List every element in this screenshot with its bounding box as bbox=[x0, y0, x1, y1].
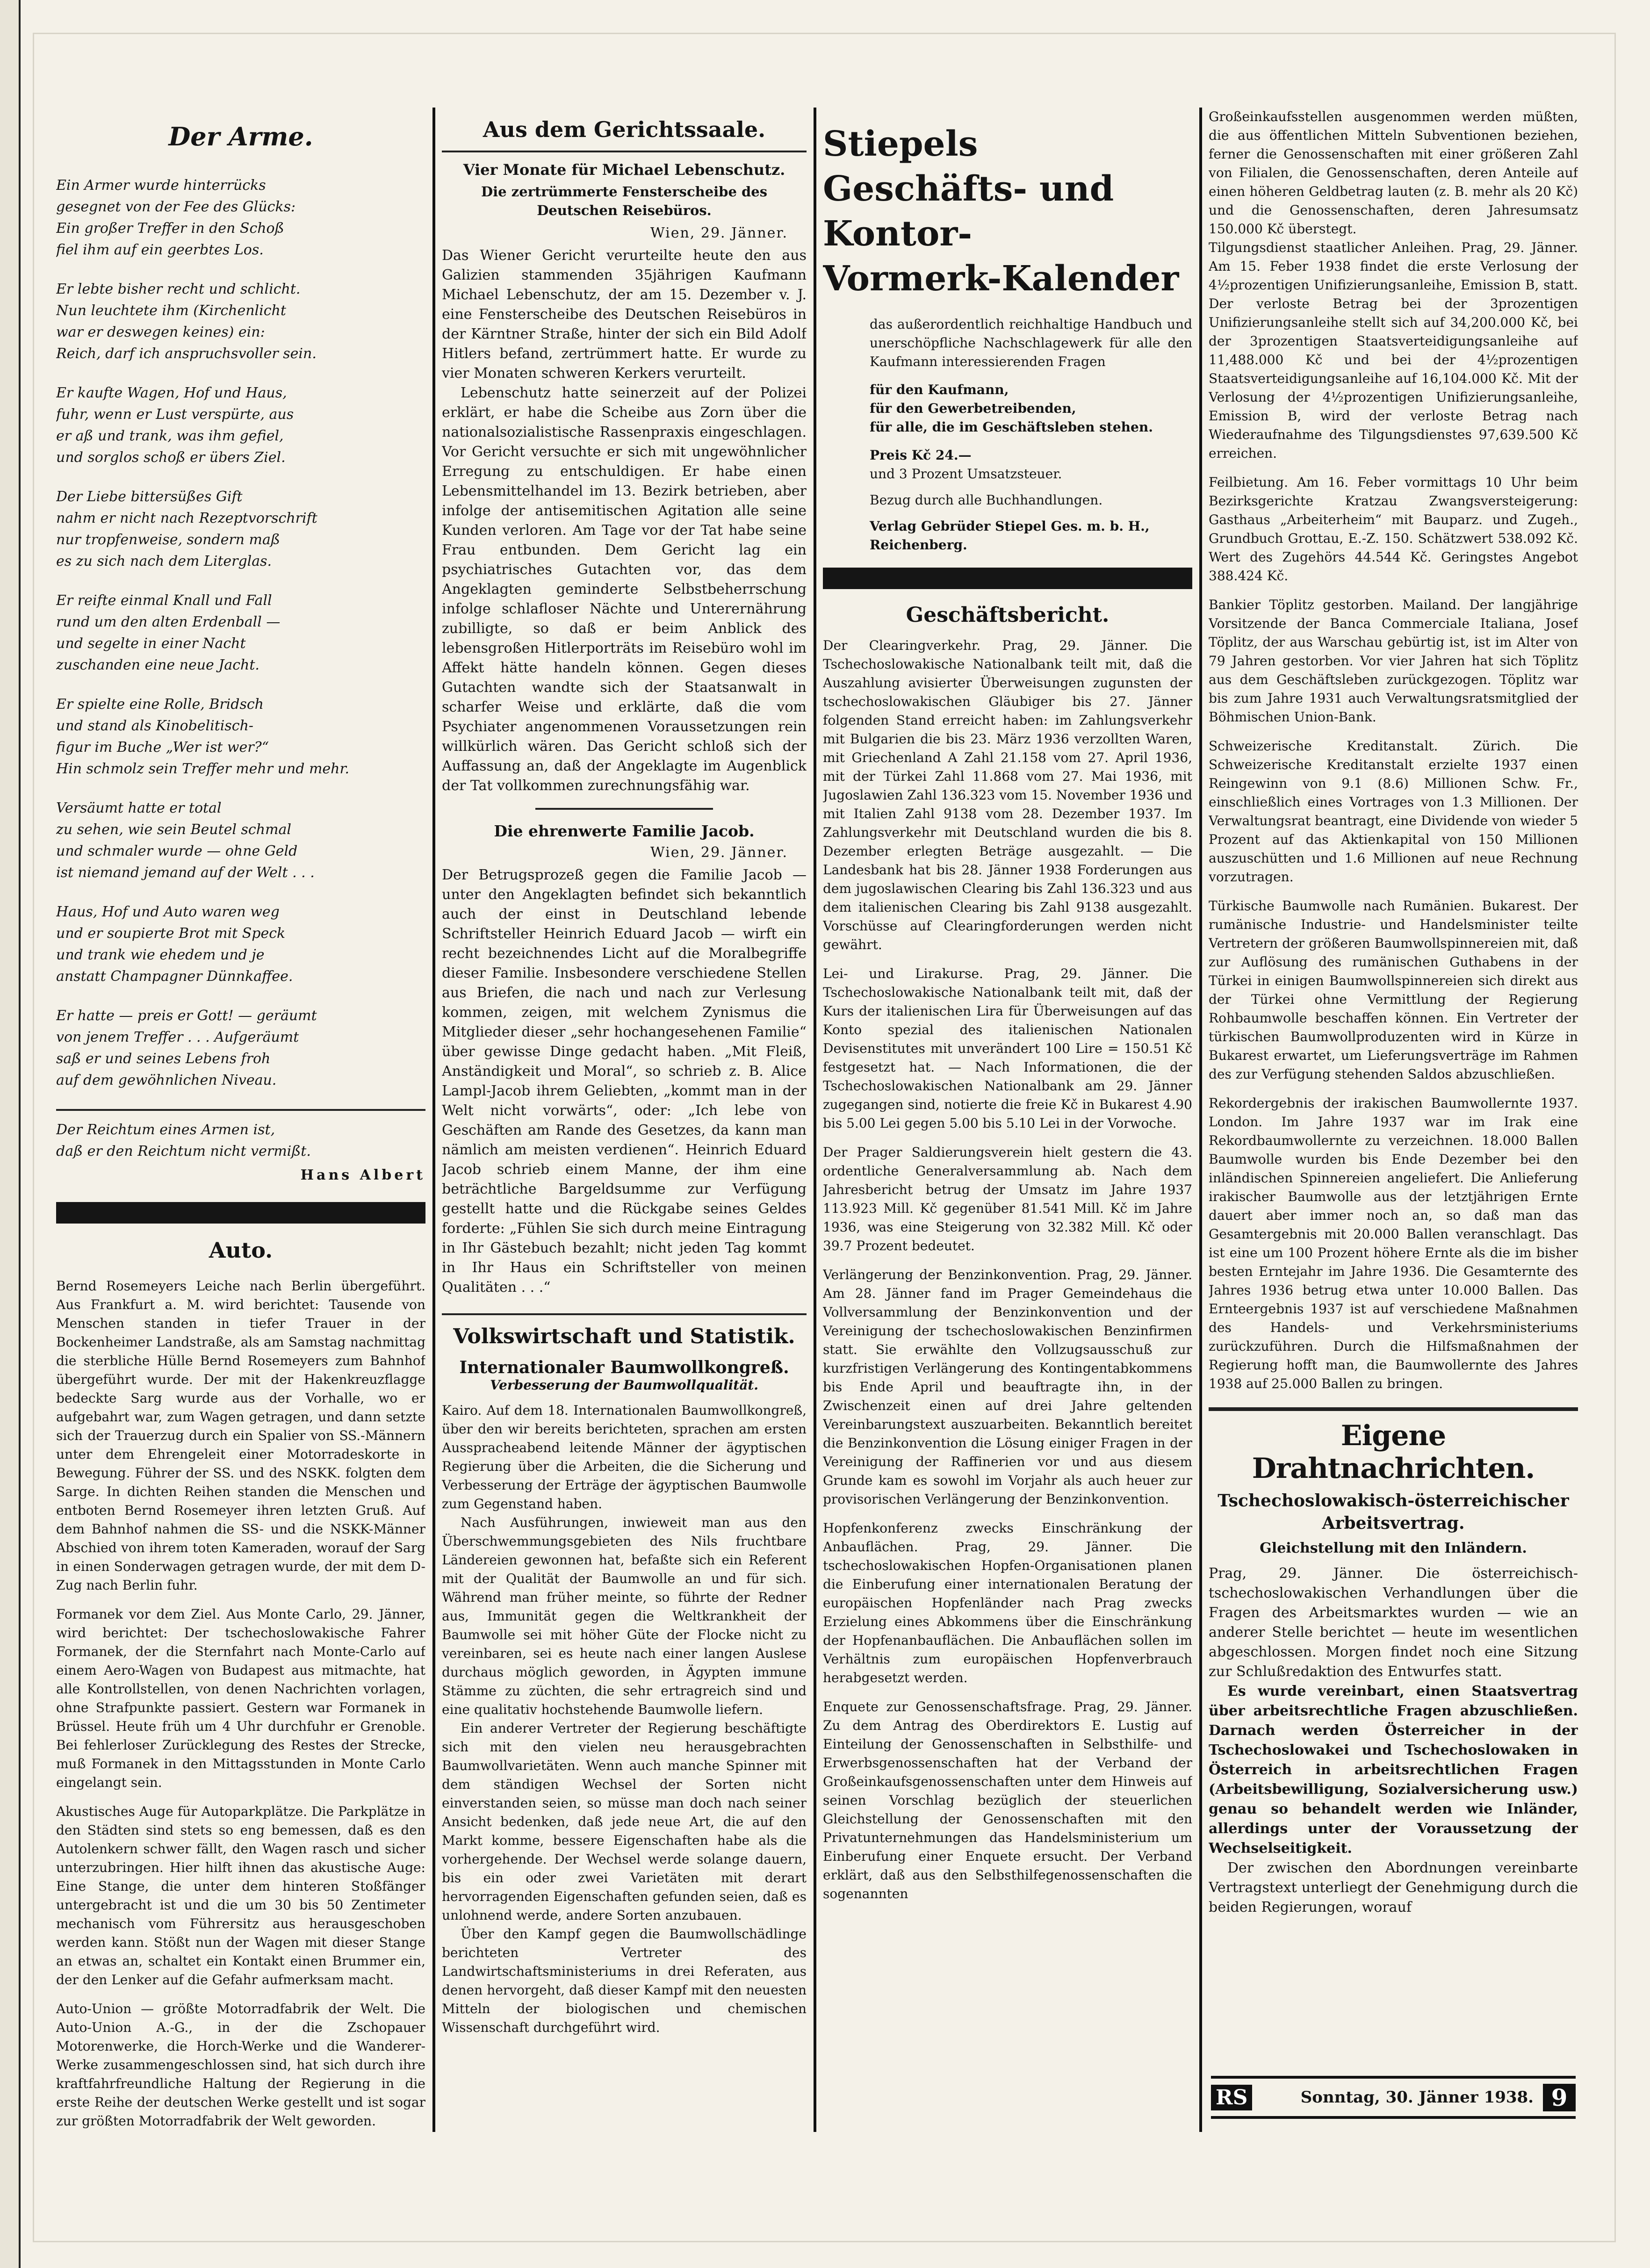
business-news-item: Hopfenkonferenz zwecks Einschränkung der Anbauflächen. Prag, 29. Jänner. Die tschechoslowakischen Hopfen-Organisationen planen die Einberufung einer internationalen Beratung der europäischen Hopfenländer nach Prag zwecks Erzielung eines Abkommens über die Einschränkung der Hopfenanbauflächen. Die Anbauflächen sollen im Verhältnis zum europäischen Hopfenverbrauch herabgesetzt werden. bbox=[823, 1520, 1192, 1685]
business-news-item: Tilgungsdienst staatlicher Anleihen. Prag, 29. Jänner. Am 15. Feber 1938 findet die erste Verlosung der 4½prozentigen Unifizierungsanleihe, Emission B, statt. Der verloste Betrag bei der 3prozentigen Unifizierungsanleihe stellt sich auf 34,200.000 Kč, bei der 3prozentigen Staatsverteidigungsanleihe auf 11,488.000 Kč und bei der 4½prozentigen Staatsverteidigungsanleihe auf 16,104.000 Kč. Mit der Verlosung der 4½prozentigen Unifizierungsanleihe, Emission B, wird der verloste Betrag nach Wiederaufnahme des Tilgungsdienstes 97,639.500 Kč erreichen. bbox=[1209, 240, 1578, 461]
poem-line: Reich, darf ich anspruchsvoller sein. bbox=[56, 346, 317, 362]
poem-stanza bbox=[56, 694, 425, 780]
poem-line: und stand als Kinobelitisch- bbox=[56, 718, 254, 734]
poem-line: Er spielte eine Rolle, Bridsch bbox=[56, 696, 264, 713]
poem-stanza bbox=[56, 901, 425, 987]
ad-text: für alle, die im Geschäftsleben stehen. bbox=[870, 419, 1153, 435]
poem-stanza bbox=[56, 798, 425, 884]
section-bar bbox=[823, 568, 1192, 589]
poem-line: Ein Armer wurde hinterrücks bbox=[56, 177, 266, 194]
poem-line: Er reifte einmal Knall und Fall bbox=[56, 592, 272, 609]
poem-line: Ein großer Treffer in den Schoß bbox=[56, 220, 284, 237]
poem-line: figur im Buche „Wer ist wer?“ bbox=[56, 739, 269, 756]
court-story2-dateline: Wien, 29. Jänner. bbox=[650, 844, 788, 861]
ad-text: für den Kaufmann, bbox=[870, 382, 1009, 397]
wire-paragraph: Der zwischen den Abordnungen vereinbarte Vertragstext unterliegt der Genehmigung durch die beiden Regierungen, worauf bbox=[1209, 1860, 1578, 1915]
business-news-item: Rekordergebnis der irakischen Baumwollernte 1937. London. Im Jahre 1937 war im Irak eine Rekordbaumwollernte zu verzeichnen. 18.000 Ballen Baumwolle wurden bis Ende Dezember bei den inländischen Spinnereien angeliefert. Die Anlieferung irakischer Baumwolle aus der letztjährigen Ernte dauert aber immer noch an, so daß man das Gesamtergebnis mit 20.000 Ballen veranschlagt. Das ist eine um 100 Prozent höhere Ernte als die im bisher besten Erntejahr im Jahre 1936. Die Gesamternte des Jahres 1936 betrug etwa unter 10.000 Ballen. Das Ernteergebnis 1937 ist auf verschiedene Maßnahmen des Handels- und Verkehrsministeriums zurückzuführen. Durch die Hilfsmaßnahmen der Regierung hofft man, die Baumwollernte des Jahres 1938 auf 25.000 Ballen zu bringen. bbox=[1209, 1095, 1578, 1391]
economy-headline: Internationaler Baumwollkongreß. bbox=[459, 1358, 789, 1377]
advertisement bbox=[823, 108, 1192, 559]
poem-line: gesegnet von der Fee des Glücks: bbox=[56, 199, 296, 215]
story-rule bbox=[535, 808, 713, 810]
economy-title: Volkswirtschaft und Statistik. bbox=[453, 1325, 795, 1348]
column-rule bbox=[432, 108, 435, 2132]
auto-title: Auto. bbox=[209, 1238, 273, 1263]
ad-text: und 3 Prozent Umsatzsteuer. bbox=[870, 466, 1062, 482]
court-story1-dateline: Wien, 29. Jänner. bbox=[650, 225, 788, 241]
poem-rule bbox=[56, 1109, 425, 1111]
poem-line: zu sehen, wie sein Beutel schmal bbox=[56, 821, 291, 838]
poem-line: und schmaler wurde — ohne Geld bbox=[56, 843, 298, 859]
masthead-logo: RS bbox=[1211, 2085, 1252, 2110]
poem-line: Er hatte — preis er Gott! — geräumt bbox=[56, 1008, 317, 1024]
ad-text: Bezug durch alle Buchhandlungen. bbox=[870, 492, 1103, 508]
poem-line: nahm er nicht nach Rezeptvorschrift bbox=[56, 510, 317, 526]
business-news-item: Verlängerung der Benzinkonvention. Prag, 29. Jänner. Am 28. Jänner fand im Prager Gemeindehaus die Vollversammlung der Benzinkonvention und der Vereinigung der tschechoslowakischen Benzinfirmen statt. Sie erwählte den Vollzugsausschuß zur kurzfristigen Verlängerung des Kontingentabkommens bis Ende April und beauftragte ihn, in der Zwischenzeit einen auf drei Jahre geltenden Vereinbarungstext auszuarbeiten. Bekanntlich bereitet die Benzinkonvention die Lösung einiger Fragen in der Vereinigung der Raffinerien vor und aus diesem Grunde kam es sowohl im Vorjahr als auch heuer zur provisorischen Verlängerung der Benzinkonvention. bbox=[823, 1267, 1192, 1507]
business-news-item: Türkische Baumwolle nach Rumänien. Bukarest. Der rumänische Industrie- und Handelsminister teilte Vertretern der größeren Baumwollspinnereien mit, daß zur Auflösung des rumänischen Guthabens in der Türkei in einigen Baumwollspinnereien sich direkt aus der Türkei ohne Vermittlung der Regierung Rohbaumwolle beschaffen können. Ein Vertreter der türkischen Baumwollproduzenten wird in Kürze in Bukarest erwartet, um Lieferungsverträge im Rahmen des zur Verfügung stehenden Saldos abzuschließen. bbox=[1209, 898, 1578, 1082]
poem-author: Hans Albert bbox=[300, 1167, 425, 1183]
poem-line: Versäumt hatte er total bbox=[56, 800, 222, 816]
ad-title bbox=[823, 122, 1192, 301]
poem-line: Haus, Hof und Auto waren weg bbox=[56, 904, 280, 920]
auto-news-item: Bernd Rosemeyers Leiche nach Berlin übergeführt. Aus Frankfurt a. M. wird berichtet: Tausende von Menschen standen in tiefer Trauer in der Bockenheimer Landstraße, als am Samstag nachmittag die sterbliche Hülle Bernd Rosemeyers zum Bahnhof übergeführt wurde. Der mit der Hakenkreuzflagge bedeckte Sarg wurde aus der Vorhalle, wo er aufgebahrt war, zum Wagen getragen, und dann setzte sich der Trauerzug durch ein Spalier von SS.-Männern unter dem Ehrengeleit einer Motorradeskorte in Bewegung. Führer der SS. und des NSKK. folgten dem Sarge. In dichten Reihen standen die Menschen und entboten Bernd Rosemeyer ihren letzten Gruß. Auf dem Bahnhof nahmen die SS- und die NSKK-Männer Abschied von ihrem toten Kameraden, worauf der Sarg in einen Sonderwagen getragen wurde, der mit dem D-Zug nach Berlin fuhr. bbox=[56, 1278, 425, 1593]
ad-title-line: Geschäfts- und Kontor- bbox=[823, 169, 1114, 254]
court-story1-headline: Vier Monate für Michael Lebenschutz. bbox=[463, 161, 785, 179]
section-rule bbox=[442, 1313, 807, 1315]
section-bar bbox=[56, 1202, 425, 1224]
poem-stanza bbox=[56, 1005, 425, 1091]
ad-title-line: Vormerk-Kalender bbox=[823, 259, 1179, 299]
column-4 bbox=[1209, 108, 1578, 2071]
column-rule bbox=[1199, 108, 1202, 2132]
ad-text: für den Gewerbetreibenden, bbox=[870, 401, 1076, 416]
page-footer bbox=[1211, 2076, 1576, 2119]
poem-line: und er soupierte Brot mit Speck bbox=[56, 925, 286, 942]
poem-closing bbox=[56, 1119, 425, 1162]
ad-body bbox=[870, 315, 1192, 554]
court-rule bbox=[442, 151, 807, 152]
poem-line: nur tropfenweise, sondern maß bbox=[56, 532, 280, 548]
business-news-item: Der Prager Saldierungsverein hielt gestern die 43. ordentliche Generalversammlung ab. Nach dem Jahresbericht betrug der Umsatz im Jahre 1937 113.923 Mill. Kč gegenüber 81.541 Mill. Kč im Jahre 1936, was eine Steigerung von 32.382 Mill. Kč oder 39.7 Prozent bedeutet. bbox=[823, 1145, 1192, 1253]
economy-paragraph: Ein anderer Vertreter der Regierung beschäftigte sich mit den vielen neu herausgebrachten Baumwollvarietäten. Wenn auch manche Spinner mit dem ständigen Wechsel der Sorten nicht einverstanden seien, so müsse man doch nach seiner Ansicht bedenken, daß jede neue Art, die auf den Markt komme, bessere Eigenschaften habe als die vorhergehende. Der Wechsel werde solange dauern, bis ein oder zwei Varietäten mit derart hervorragenden Eigenschaften gefunden seien, daß es unlohnend werde, andere Sorten anzubauen. bbox=[442, 1721, 807, 1923]
poem-stanza bbox=[56, 175, 425, 261]
economy-paragraph: Kairo. Auf dem 18. Internationalen Baumwollkongreß, über den wir bereits berichteten, sprachen am ersten Ausspracheabend leitende Männer der ägyptischen Regierung über die Arbeiten, die die Sicherung und Verbesserung der Erträge der ägyptischen Baumwolle zum Gegenstand haben. bbox=[442, 1403, 807, 1512]
poem-line: und trank wie ehedem und je bbox=[56, 947, 265, 963]
poem-line: war er deswegen keines) ein: bbox=[56, 324, 265, 340]
auto-news-item: Akustisches Auge für Autoparkplätze. Die Parkplätze in den Städten sind stets so eng bemessen, daß es den Autolenkern schwer fällt, den Wagen rasch und sicher unterzubringen. Hier hilft ihnen das akustische Auge: Eine Stange, die unter dem hinteren Stoßfänger untergebracht ist und die um 30 bis 50 Zentimeter mechanisch vom Führersitz aus herausgeschoben werden kann. Stößt nun der Wagen mit dieser Stange an etwas an, schaltet ein Kontakt einen Brummer ein, der den Lenker auf die Gefahr aufmerksam macht. bbox=[56, 1804, 425, 1987]
court-story2-headline: Die ehrenwerte Familie Jacob. bbox=[494, 822, 755, 840]
poem-line: saß er und seines Lebens froh bbox=[56, 1051, 271, 1067]
court-story2-paragraph: Der Betrugsprozeß gegen die Familie Jacob — unter den Angeklagten befindet sich bekanntlich auch der einst in Deutschland lebende Schriftsteller Heinrich Eduard Jacob — wirft ein recht bezeichnendes Licht auf die Moralbegriffe dieser Familie. Insbesondere verschiedene Stellen aus Briefen, die nach und nach zur Verlesung kommen, zeigen, mit welchem Zynismus die Mitglieder dieser „sehr hochangesehenen Familie“ über gewisse Dinge gedacht haben. „Mit Fleiß, Anständigkeit und Moral“, so schrieb z. B. Alice Lampl-Jacob ihrem Geliebten, „kommt man in der Welt nicht vorwärts“, oder: „Ich lebe von Geschäften am Rande des Gesetzes, da kann man nämlich am meisten verdienen“. Heinrich Eduard Jacob schrieb einem Manne, der ihm eine beträchtliche Bargeldsumme zur Verfügung gestellt hatte und die Rückgabe seines Geldes forderte: „Fühlen Sie sich durch meine Eintragung in Ihr Gästebuch bezahlt; nicht jeden Tag kommt in Ihr Haus ein Schriftsteller von meinen Qualitäten . . .“ bbox=[442, 867, 807, 1296]
poem-line: auf dem gewöhnlichen Niveau. bbox=[56, 1072, 277, 1088]
continuation-text: Großeinkaufsstellen ausgenommen werden müßten, die aus öffentlichen Mitteln Subventionen beziehen, ferner die Genossenschaften mit einer größeren Zahl von Filialen, die Genossenschaften, deren Anteile auf einen höheren Geldbetrag lauten (z. B. mehr als 20 Kč) und die Genossenschaften, deren Jahresumsatz 150.000 Kč überstegt. bbox=[1209, 109, 1578, 237]
court-story1-paragraph: Lebenschutz hatte seinerzeit auf der Polizei erklärt, er habe die Scheibe aus Zorn über die nationalsozialistische Rassenpraxis eingeschlagen. Vor Gericht versuchte er sich mit ungewöhnlicher Erregung zu entschuldigen. Er habe einen Lebensmittelhandel im 13. Bezirk betrieben, aber infolge der antisemitischen Agitation alle seine Kunden verloren. Am Tage vor der Tat habe seine Frau entbunden. Dem Gericht lag ein psychiatrisches Gutachten vor, das dem Angeklagten geminderte Selbstbeherrschung infolge schlafloser Nächte und Unterernährung zubilligte, so daß er beim Anblick des lebensgroßen Hitlerporträts im Reisebüro wohl im Affekt hätte handeln können. Gegen dieses Gutachten wandte sich der Staatsanwalt in scharfer Weise und erklärte, daß die vom Psychiater angenommenen Voraussetzungen rein willkürlich wären. Das Gericht schloß sich der Auffassung an, daß der Angeklagte im Augenblick der Tat vollkommen zurechnungsfähig war. bbox=[442, 385, 807, 794]
auto-news-item: Auto-Union — größte Motorradfabrik der Welt. Die Auto-Union A.-G., in der die Zschopauer Motorenwerke, die Horch-Werke und die Wanderer-Werke zusammengeschlossen sind, hat sich durch ihre kraftfahrfreundliche Haltung der Regierung in die erste Reihe der deutschen Werke gestellt und ist sogar zur größten Motorradfabrik der Welt geworden. bbox=[56, 2001, 425, 2129]
business-title: Geschäftsbericht. bbox=[906, 603, 1110, 627]
poem-line: fiel ihm auf ein geerbtes Los. bbox=[56, 242, 264, 258]
issue-date: Sonntag, 30. Jänner 1938. bbox=[1300, 2088, 1534, 2107]
poem-line: Er kaufte Wagen, Hof und Haus, bbox=[56, 385, 287, 401]
poem-stanza bbox=[56, 486, 425, 572]
poem-line: und sorglos schoß er übers Ziel. bbox=[56, 449, 286, 466]
court-story1-paragraph: Das Wiener Gericht verurteilte heute den aus Galizien stammenden 35jährigen Kaufmann Michael Lebenschutz, der am 15. Dezember v. J. eine Fensterscheibe des Deutschen Reisebüros in der Kärntner Straße, hinter der sich ein Bild Adolf Hitlers befand, zertrümmert hatte. Er wurde zu vier Monaten schweren Kerkers verurteilt. bbox=[442, 247, 807, 382]
page-number: 9 bbox=[1543, 2084, 1576, 2111]
poem-line: anstatt Champagner Dünnkaffee. bbox=[56, 968, 293, 985]
court-story1-subhead: Die zertrümmerte Fensterscheibe des Deutschen Reisebüros. bbox=[481, 184, 768, 218]
adjacent-page-edge bbox=[0, 0, 21, 2268]
ad-title-line: Stiepels bbox=[823, 124, 978, 164]
business-news-item: Feilbietung. Am 16. Feber vormittags 10 Uhr beim Bezirksgerichte Kratzau Zwangsversteigerung: Gasthaus „Arbeiterheim“ mit Bauparz. und Zugeh., Grundbuch Grottau, E.-Z. 150. Schätzwert 538.092 Kč. Wert des Zugehörs 44.544 Kč. Geringstes Angebot 388.424 Kč. bbox=[1209, 475, 1578, 583]
poem-body bbox=[56, 175, 425, 1091]
poem-closing-line: daß er den Reichtum nicht vermißt. bbox=[56, 1143, 311, 1159]
poem-stanza bbox=[56, 279, 425, 365]
business-news-item: Enquete zur Genossenschaftsfrage. Prag, 29. Jänner. Zu dem Antrag des Oberdirektors E. Lustig auf Einteilung der Genossenschaften in Selbsthilfe- und Erwerbsgenossenschaften hat der Verband der Großeinkaufsgenossenschaften unter dem Hinweis auf seinen Vorschlag bezüglich der steuerlichen Gleichstellung der Genossenschaften mit den Privatunternehmungen das Handelsministerium um Einberufung einer Enquete ersucht. Der Verband erklärt, daß aus den Selbsthilfegenossenschaften die sogenannten bbox=[823, 1699, 1192, 1901]
section-rule bbox=[1209, 1407, 1578, 1411]
economy-paragraph: Nach Ausführungen, inwieweit man aus den Überschwemmungsgebieten des Nils fruchtbare Ländereien gewonnen hat, befaßte sich ein Referent mit der Qualität der Baumwolle an und für sich. Während man früher meinte, so führte der Redner aus, Immunität gegen die Weltkrankheit der Baumwolle sei mit höher Güte der Flocke nicht zu vereinbaren, sei es heute nach einer langen Auslese durchaus möglich geworden, in Ägypten immune Stämme zu züchten, die sehr ertragreich sind und eine qualitativ hochstehende Baumwolle liefern. bbox=[442, 1515, 807, 1717]
column-1 bbox=[56, 108, 425, 2165]
poem-line: von jenem Treffer . . . Aufgeräumt bbox=[56, 1029, 299, 1045]
economy-paragraph: Über den Kampf gegen die Baumwollschädlinge berichteten Vertreter des Landwirtschaftsministeriums in drei Referaten, aus denen hervorgeht, daß dieser Kampf mit den neuesten Mitteln der biologischen und chemischen Wissenschaft durchgeführt wird. bbox=[442, 1926, 807, 2035]
poem-closing-line: Der Reichtum eines Armen ist, bbox=[56, 1122, 275, 1138]
economy-subhead: Verbesserung der Baumwollqualität. bbox=[490, 1377, 759, 1393]
wire-title: Eigene Drahtnachrichten. bbox=[1252, 1419, 1535, 1485]
business-news-item: Lei- und Lirakurse. Prag, 29. Jänner. Die Tschechoslowakische Nationalbank teilt mit, daß der Kurs der italienischen Lira für Überweisungen auf das Konto spezial des italienischen Nationalen Devisenstitutes mit unverändert 100 Lire = 150.51 Kč festgesetzt hat. — Nach Informationen, die der Tschechoslowakischen Nationalbank am 29. Jänner zugegangen sind, notierte die freie Kč in Bukarest 4.90 bis 5.00 Lei gegen 5.00 bis 5.10 Lei in der Vorwoche. bbox=[823, 966, 1192, 1131]
poem-line: und segelte in einer Nacht bbox=[56, 635, 246, 652]
column-3 bbox=[823, 108, 1192, 2165]
poem-line: Er lebte bisher recht und schlicht. bbox=[56, 281, 301, 297]
wire-paragraph: Prag, 29. Jänner. Die österreichisch-tschechoslowakischen Verhandlungen über die Fragen des Arbeitsmarktes wurden — wie an anderer Stelle berichtet — heute im wesentlichen abgeschlossen. Morgen findet noch eine Sitzung zur Schlußredaktion des Entwurfes statt. bbox=[1209, 1565, 1578, 1680]
column-rule bbox=[814, 108, 816, 2132]
poem-line: ist niemand jemand auf der Welt . . . bbox=[56, 864, 315, 881]
column-2 bbox=[442, 108, 807, 2165]
ad-price: Preis Kč 24.— bbox=[870, 447, 972, 463]
ad-publisher: Verlag Gebrüder Stiepel Ges. m. b. H., Reichenberg. bbox=[870, 518, 1150, 553]
business-items bbox=[823, 636, 1192, 1903]
poem-line: Nun leuchtete ihm (Kirchenlicht bbox=[56, 302, 286, 319]
poem-line: fuhr, wenn er Lust verspürte, aus bbox=[56, 406, 294, 423]
wire-subhead: Gleichstellung mit den Inländern. bbox=[1260, 1540, 1527, 1556]
business-news-item: Bankier Töplitz gestorben. Mailand. Der langjährige Vorsitzende der Banca Commerciale Italiana, Josef Töplitz, der aus Warschau gebürtig ist, ist im Alter von 79 Jahren gestorben. Vor vier Jahren hat sich Töplitz aus dem Geschäftsleben zurückgezogen. Töplitz war bis zum Jahre 1931 auch Verwaltungsratsmitglied der Böhmischen Union-Bank. bbox=[1209, 597, 1578, 725]
business-news-item: Der Clearingverkehr. Prag, 29. Jänner. Die Tschechoslowakische Nationalbank teilt mit, daß die Auszahlung avisierter Überweisungen zugunsten der tschechoslowakischen Gläubiger bis 27. Jänner folgenden Stand erreicht haben: im Zahlungsverkehr mit Bulgarien die bis 23. März 1936 verzollten Waren, mit Griechenland A Zahl 21.158 vom 27. April 1936, mit der Türkei Zahl 11.868 vom 27. Mai 1936, mit Jugoslawien Zahl 136.323 vom 15. November 1936 und mit Italien Zahl 9138 vom 28. Dezember 1937. Im Zahlungsverkehr mit Deutschland wurden die bis 8. Dezember erlegten Beträge ausgezahlt. — Die Landesbank hat bis 28. Jänner 1938 Forderungen aus dem jugoslawischen Clearing bis Zahl 136.323 und aus dem italienischen Clearing bis Zahl 9138 ausgezahlt. Vorschüsse auf Clearingforderungen werden nicht gewährt. bbox=[823, 638, 1192, 952]
poem-line: er aß und trank, was ihm gefiel, bbox=[56, 428, 284, 444]
wire-paragraph: Es wurde vereinbart, einen Staatsvertrag über arbeitsrechtliche Fragen abzuschließen. Darnach werden Österreicher in der Tschechoslowakei und Tschechoslowaken in Österreich in arbeitsrechtlichen Fragen (Arbeitsbewilligung, Sozialversicherung usw.) genau so behandelt werden wie Inländer, allerdings unter der Voraussetzung der Wechselseitigkeit. bbox=[1209, 1683, 1578, 1857]
poem-line: zuschanden eine neue Jacht. bbox=[56, 657, 259, 673]
ad-text: das außerordentlich reichhaltige Handbuch und unerschöpfliche Nachschlagewerk für alle den Kaufmann interessierenden Fragen bbox=[870, 317, 1192, 369]
auto-news-item: Formanek vor dem Ziel. Aus Monte Carlo, 29. Jänner, wird berichtet: Der tschechoslowakische Fahrer Formanek, der die Sternfahrt nach Monte-Carlo auf einem Aero-Wagen von Budapest aus mitmachte, hat alle Kontrollstellen, von denen Nachrichten vorlagen, ohne Strafpunkte passiert. Gestern war Formanek in Brüssel. Heute früh um 4 Uhr durchfuhr er Grenoble. Bei fehlerloser Zurücklegung des Restes der Strecke, muß Formanek in den Mittagsstunden in Monte Carlo eingelangt sein. bbox=[56, 1606, 425, 1790]
poem-line: Der Liebe bittersüßes Gift bbox=[56, 489, 243, 505]
poem-line: Hin schmolz sein Treffer mehr und mehr. bbox=[56, 761, 350, 777]
wire-headline: Tschechoslowakisch-österreichischer Arbeitsvertrag. bbox=[1218, 1491, 1569, 1533]
poem-line: es zu sich nach dem Literglas. bbox=[56, 553, 272, 569]
business-news-item: Schweizerische Kreditanstalt. Zürich. Die Schweizerische Kreditanstalt erzielte 1937 einen Reingewinn von 9.1 (8.6) Millionen Schw. Fr., einschließlich eines Vortrages von 1.3 Millionen. Der Verwaltungsrat beantragt, eine Dividende von wieder 5 Prozent auf das Aktienkapital von 150 Millionen auszuschütten und 1.6 Millionen auf neue Rechnung vorzutragen. bbox=[1209, 738, 1578, 885]
poem-line: rund um den alten Erdenball — bbox=[56, 614, 281, 630]
poem-stanza bbox=[56, 382, 425, 468]
poem-title: Der Arme. bbox=[168, 122, 313, 151]
poem-stanza bbox=[56, 590, 425, 676]
right-items bbox=[1209, 238, 1578, 1393]
court-title: Aus dem Gerichtssaale. bbox=[483, 117, 766, 142]
auto-items bbox=[56, 1277, 425, 2131]
